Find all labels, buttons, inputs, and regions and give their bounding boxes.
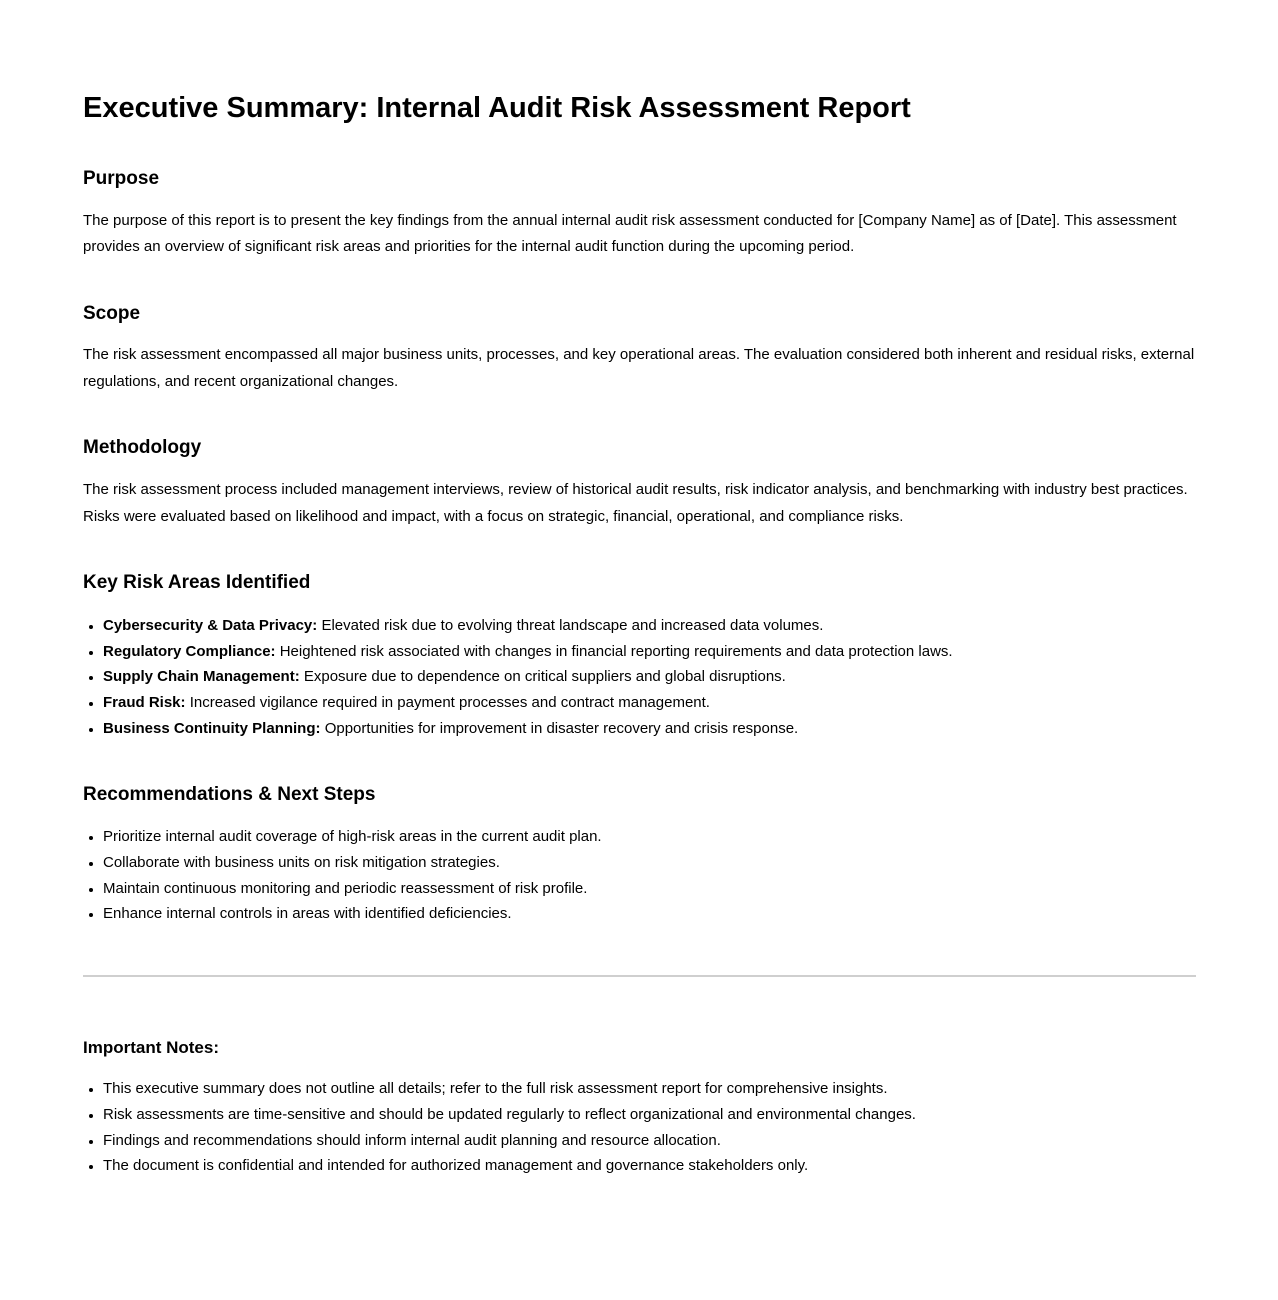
- section-heading-important-notes: Important Notes:: [83, 1038, 219, 1058]
- section-divider: [83, 975, 1196, 977]
- list-item: • Findings and recommendations should inform internal audit planning and resource allocation.: [103, 1128, 1196, 1154]
- list-item: [103, 613, 1196, 639]
- section-heading-key-risks: Key Risk Areas Identified: [83, 572, 311, 594]
- list-item: [103, 639, 1196, 665]
- list-item: [103, 690, 1196, 716]
- list-item: • This executive summary does not outline all details; refer to the full risk assessment report for comprehensive insights.: [103, 1076, 1196, 1102]
- list-item: • Enhance internal controls in areas with identified deficiencies.: [103, 901, 1196, 927]
- important-notes-list: [83, 1076, 1196, 1179]
- page-title: Executive Summary: Internal Audit Risk Assessment Report: [83, 92, 911, 124]
- risk-description: Heightened risk associated with changes in financial reporting requirements and data protection laws.: [279, 642, 953, 660]
- methodology-paragraph: The risk assessment process included management interviews, review of historical audit results, risk indicator analysis, and benchmarking with industry best practices. Risks were evaluated based on likelihood and impact, with a focus on strategic, financial, operational, and compliance risks.: [83, 481, 1188, 525]
- section-heading-recommendations: Recommendations & Next Steps: [83, 783, 376, 805]
- key-risk-list: [83, 613, 1196, 742]
- list-item: [103, 716, 1196, 742]
- list-item: • Risk assessments are time-sensitive and should be updated regularly to reflect organizational and environmental changes.: [103, 1102, 1196, 1128]
- section-heading-methodology: Methodology: [83, 437, 202, 459]
- list-item: • The document is confidential and intended for authorized management and governance stakeholders only.: [103, 1153, 1196, 1179]
- list-item: [103, 664, 1196, 690]
- risk-term: Business Continuity Planning:: [103, 719, 321, 737]
- scope-paragraph: The risk assessment encompassed all major business units, processes, and key operational areas. The evaluation considered both inherent and residual risks, external regulations, and recent organizational changes.: [83, 346, 1195, 390]
- recommendations-list: [83, 824, 1196, 927]
- risk-term: Regulatory Compliance:: [103, 642, 276, 660]
- risk-description: Opportunities for improvement in disaster recovery and crisis response.: [324, 719, 799, 737]
- list-item: • Prioritize internal audit coverage of high-risk areas in the current audit plan.: [103, 824, 1196, 850]
- section-heading-scope: Scope: [83, 302, 141, 324]
- risk-term: Fraud Risk:: [103, 694, 186, 712]
- list-item: • Maintain continuous monitoring and periodic reassessment of risk profile.: [103, 876, 1196, 902]
- section-heading-purpose: Purpose: [83, 167, 160, 189]
- risk-term: Supply Chain Management:: [103, 668, 300, 686]
- risk-description: Increased vigilance required in payment processes and contract management.: [189, 694, 710, 712]
- risk-description: Elevated risk due to evolving threat landscape and increased data volumes.: [321, 616, 824, 634]
- risk-description: Exposure due to dependence on critical suppliers and global disruptions.: [303, 668, 786, 686]
- risk-term: Cybersecurity & Data Privacy:: [103, 616, 318, 634]
- purpose-paragraph: The purpose of this report is to present the key findings from the annual internal audit risk assessment conducted for [Company Name] as of [Date]. This assessment provides an overview of significant risk areas and priorities for the internal audit function during the upcoming period.: [83, 211, 1177, 256]
- list-item: • Collaborate with business units on risk mitigation strategies.: [103, 850, 1196, 876]
